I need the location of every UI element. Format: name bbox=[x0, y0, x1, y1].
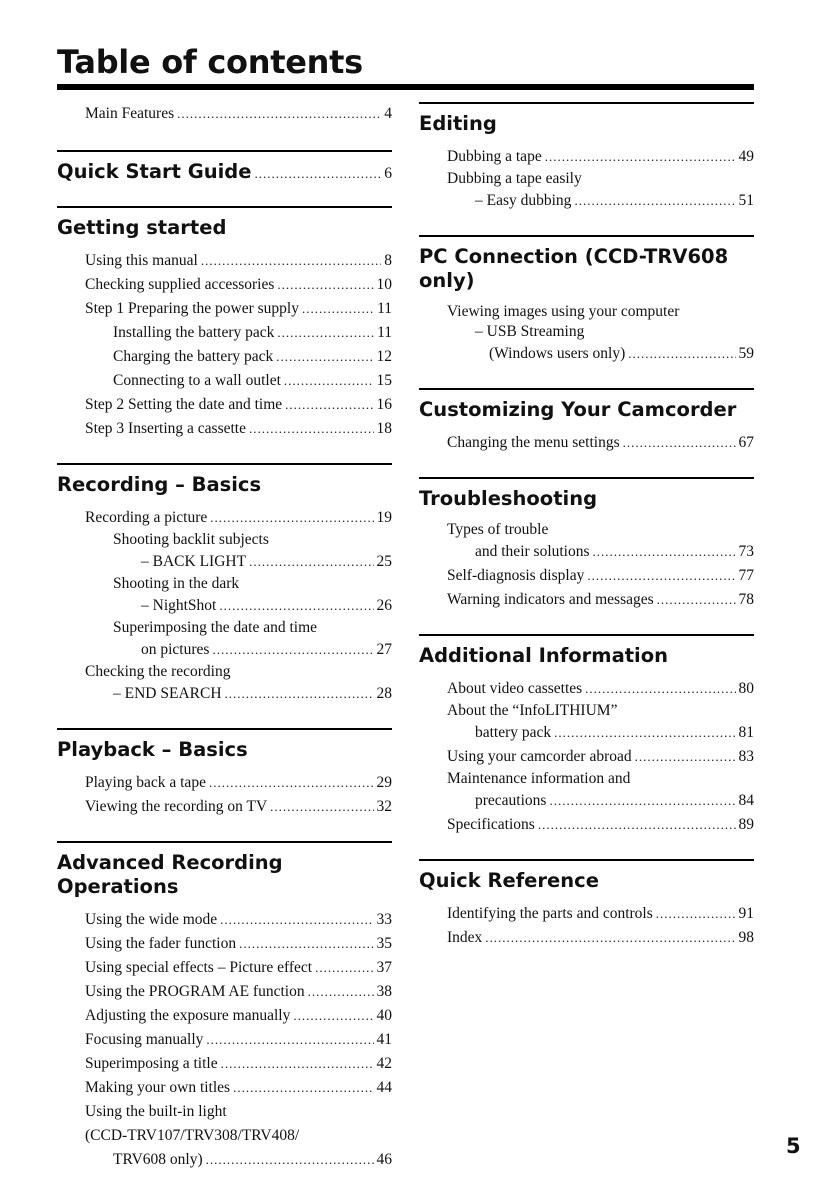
section-playback-basics bbox=[57, 728, 392, 819]
toc-entry[interactable]: Using the built-in light (CCD-TRV107/TRV308/TRV408/ TRV608 only) ..... 46 bbox=[57, 1100, 392, 1172]
toc-entry[interactable]: Specifications ..... 89 bbox=[419, 813, 754, 837]
toc-entry[interactable]: Using this manual ..... 8 bbox=[57, 249, 392, 273]
toc-entry[interactable]: Maintenance information and precautions ..... 84 bbox=[419, 769, 754, 813]
toc-entry[interactable]: Using the wide mode ..... 33 bbox=[57, 908, 392, 932]
toc-entry[interactable]: Shooting in the dark – NightShot ..... 26 bbox=[57, 574, 392, 618]
toc-entry[interactable]: Superimposing a title ..... 42 bbox=[57, 1052, 392, 1076]
section-heading: Advanced Recording Operations bbox=[57, 851, 283, 898]
toc-entry[interactable]: Connecting to a wall outlet ..... 15 bbox=[57, 369, 392, 393]
toc-entry-quick-start-guide[interactable]: Quick Start Guide ..... 6 bbox=[57, 160, 392, 184]
toc-entry[interactable]: Changing the menu settings ..... 67 bbox=[419, 431, 754, 455]
section-heading: Editing bbox=[419, 112, 497, 135]
section-recording-basics bbox=[57, 463, 392, 706]
section-pc-connection bbox=[419, 235, 754, 366]
section-customizing bbox=[419, 388, 754, 455]
page-number: 5 bbox=[786, 1134, 801, 1158]
toc-entry[interactable]: Step 3 Inserting a cassette ..... 18 bbox=[57, 417, 392, 441]
toc-entry[interactable]: Using special effects – Picture effect ..... 37 bbox=[57, 956, 392, 980]
page-title: Table of contents bbox=[57, 43, 363, 81]
section-heading: Getting started bbox=[57, 216, 227, 239]
toc-entry[interactable]: Types of trouble and their solutions ..... 73 bbox=[419, 520, 754, 564]
toc-entry[interactable]: Adjusting the exposure manually ..... 40 bbox=[57, 1004, 392, 1028]
toc-entry[interactable]: Dubbing a tape ..... 49 bbox=[419, 145, 754, 169]
section-heading: Quick Start Guide bbox=[57, 160, 252, 183]
toc-entry[interactable]: Shooting backlit subjects – BACK LIGHT ..... 25 bbox=[57, 530, 392, 574]
toc-entry[interactable]: Using the fader function ..... 35 bbox=[57, 932, 392, 956]
section-main-features bbox=[57, 102, 392, 126]
section-heading: PC Connection (CCD-TRV608 only) bbox=[419, 245, 729, 292]
section-quick-reference bbox=[419, 859, 754, 950]
toc-entry[interactable]: Charging the battery pack ..... 12 bbox=[57, 345, 392, 369]
left-column bbox=[57, 102, 392, 1194]
toc-entry[interactable]: Identifying the parts and controls ..... 91 bbox=[419, 902, 754, 926]
section-quick-start bbox=[57, 150, 392, 184]
section-heading: Additional Information bbox=[419, 644, 669, 667]
section-additional-information bbox=[419, 634, 754, 837]
toc-entry[interactable]: Focusing manually ..... 41 bbox=[57, 1028, 392, 1052]
toc-entry[interactable]: Step 1 Preparing the power supply ..... 11 bbox=[57, 297, 392, 321]
section-heading: Playback – Basics bbox=[57, 738, 248, 761]
section-heading: Customizing Your Camcorder bbox=[419, 398, 737, 421]
right-column bbox=[419, 102, 754, 972]
toc-entry[interactable]: Dubbing a tape easily – Easy dubbing ..... 51 bbox=[419, 169, 754, 213]
toc-entry[interactable]: Installing the battery pack ..... 11 bbox=[57, 321, 392, 345]
section-heading: Quick Reference bbox=[419, 869, 599, 892]
toc-entry[interactable]: About video cassettes ..... 80 bbox=[419, 677, 754, 701]
toc-entry[interactable]: Making your own titles ..... 44 bbox=[57, 1076, 392, 1100]
toc-entry-main-features[interactable]: Main Features ..... 4 bbox=[57, 102, 392, 126]
section-troubleshooting bbox=[419, 477, 754, 612]
toc-entry[interactable]: Playing back a tape ..... 29 bbox=[57, 771, 392, 795]
toc-entry[interactable]: Superimposing the date and time on pictures ..... 27 bbox=[57, 618, 392, 662]
toc-entry[interactable]: Viewing the recording on TV ..... 32 bbox=[57, 795, 392, 819]
toc-entry[interactable]: Warning indicators and messages ..... 78 bbox=[419, 588, 754, 612]
toc-entry[interactable]: About the “InfoLITHIUM” battery pack ..... 81 bbox=[419, 701, 754, 745]
section-heading: Recording – Basics bbox=[57, 473, 262, 496]
toc-entry[interactable]: Step 2 Setting the date and time ..... 16 bbox=[57, 393, 392, 417]
section-editing bbox=[419, 102, 754, 213]
toc-entry[interactable]: Recording a picture ..... 19 bbox=[57, 506, 392, 530]
toc-entry[interactable]: Self-diagnosis display ..... 77 bbox=[419, 564, 754, 588]
toc-entry[interactable]: Checking the recording – END SEARCH ..... 28 bbox=[57, 662, 392, 706]
section-getting-started bbox=[57, 206, 392, 441]
section-advanced-recording bbox=[57, 841, 392, 1172]
toc-entry[interactable]: Using your camcorder abroad ..... 83 bbox=[419, 745, 754, 769]
toc-entry[interactable]: Checking supplied accessories ..... 10 bbox=[57, 273, 392, 297]
title-rule bbox=[57, 84, 754, 90]
toc-entry[interactable]: Index ..... 98 bbox=[419, 926, 754, 950]
toc-entry[interactable]: Using the PROGRAM AE function ..... 38 bbox=[57, 980, 392, 1004]
section-heading: Troubleshooting bbox=[419, 487, 598, 510]
toc-entry[interactable]: Viewing images using your computer – USB Streaming (Windows users only) ..... 59 bbox=[419, 302, 754, 366]
